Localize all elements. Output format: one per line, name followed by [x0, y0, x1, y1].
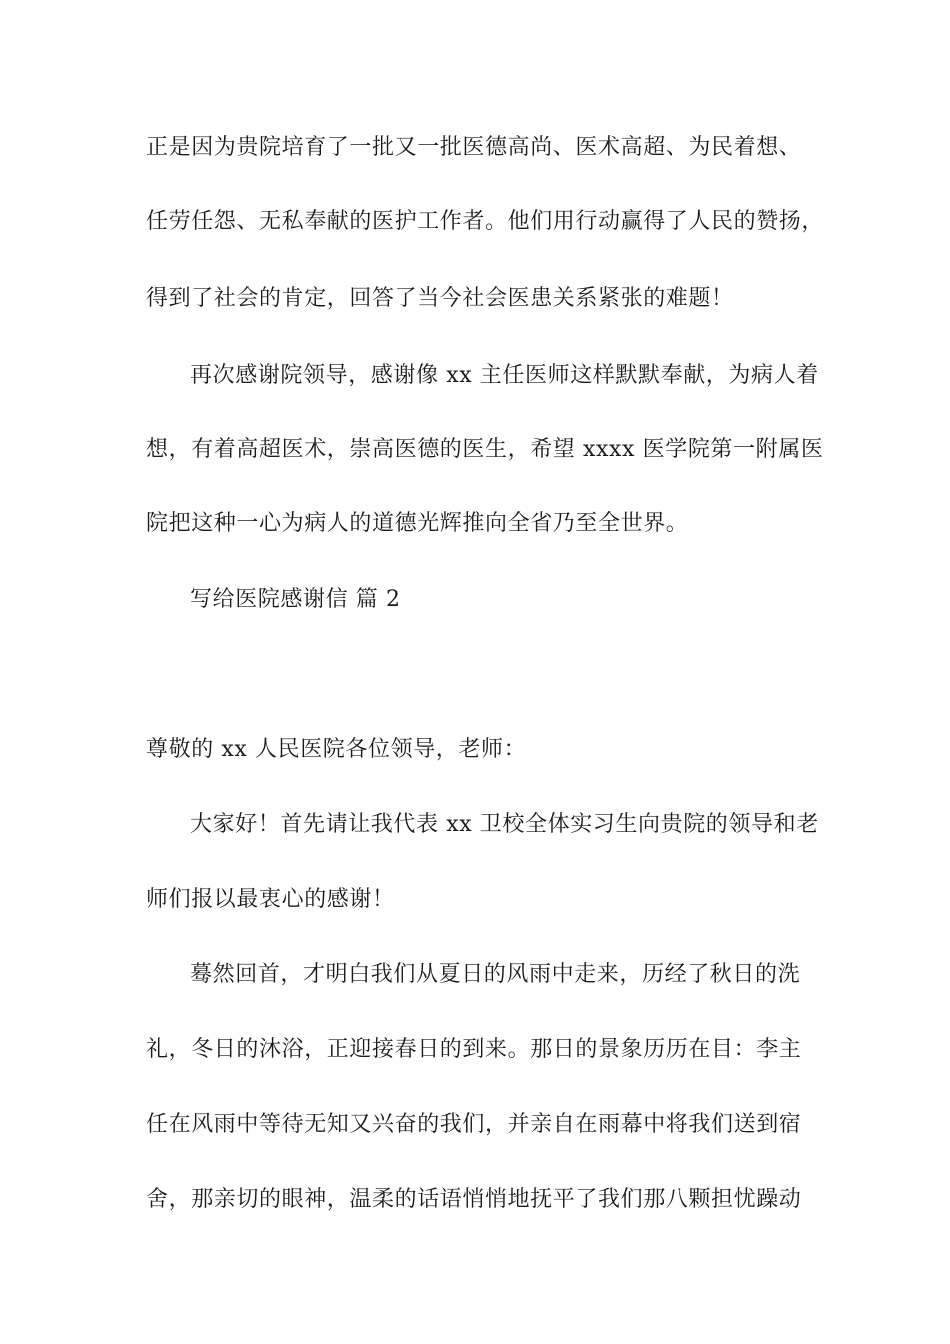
paragraph-line: 蓦然回首，才明白我们从夏日的风雨中走来，历经了秋日的洗: [190, 962, 801, 987]
paragraph-line: 礼，冬日的沐浴，正迎接春日的到来。那日的景象历历在目：李主: [146, 1037, 802, 1062]
paragraph-line: 再次感谢院领导，感谢像 xx 主任医师这样默默奉献，为病人着: [190, 363, 819, 388]
section-heading: 写给医院感谢信 篇 2: [190, 587, 401, 612]
paragraph-line: 正是因为贵院培育了一批又一批医德高尚、医术高超、为民着想、: [146, 135, 802, 160]
paragraph-line: 舍，那亲切的眼神，温柔的话语悄悄地抚平了我们那八颗担忧躁动: [146, 1187, 802, 1212]
paragraph-line: 院把这种一心为病人的道德光辉推向全省乃至全世界。: [146, 511, 689, 536]
paragraph-line: 任在风雨中等待无知又兴奋的我们，并亲自在雨幕中将我们送到宿: [146, 1112, 802, 1137]
paragraph-line: 得到了社会的肯定，回答了当今社会医患关系紧张的难题！: [146, 286, 734, 311]
paragraph-line: 任劳任怨、无私奉献的医护工作者。他们用行动赢得了人民的赞扬，: [146, 209, 825, 234]
paragraph-line: 师们报以最衷心的感谢！: [146, 887, 395, 912]
paragraph-line: 大家好！首先请让我代表 xx 卫校全体实习生向贵院的领导和老: [190, 812, 819, 837]
paragraph-line: 想，有着高超医术，崇高医德的医生，希望 xxxx 医学院第一附属医: [146, 437, 824, 462]
salutation: 尊敬的 xx 人民医院各位领导，老师：: [146, 737, 527, 762]
